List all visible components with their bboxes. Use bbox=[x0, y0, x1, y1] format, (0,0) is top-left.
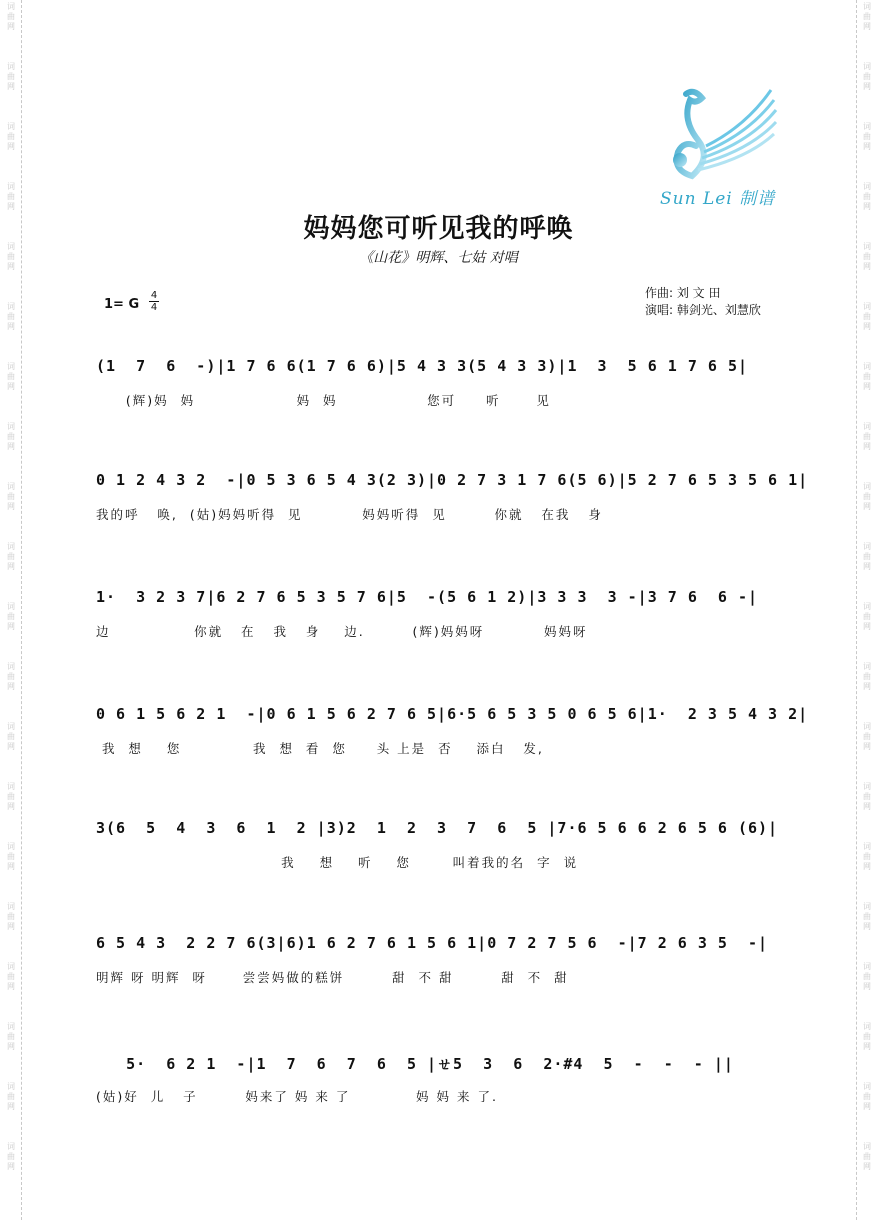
notation-line: 5· 6 2 1 -|1 7 6 7 6 5 |ㄝ5 3 6 2·#4 5 - - - || bbox=[96, 1055, 734, 1073]
lyrics-line: 我 想 您 我 想 看 您 头 上是 否 添白 发, bbox=[96, 741, 544, 756]
key-signature: 1= G bbox=[104, 297, 140, 312]
lyrics-line: 明辉 呀 明辉 呀 尝尝妈做的糕饼 甜 不 甜 甜 不 甜 bbox=[96, 970, 569, 985]
watermark-glyph-group: 词 曲 网 bbox=[863, 1142, 871, 1171]
watermark-glyph-group: 词 曲 网 bbox=[863, 602, 871, 631]
watermark-glyph-group: 词 曲 网 bbox=[7, 602, 15, 631]
watermark-glyph-group: 词 曲 网 bbox=[7, 1142, 15, 1171]
time-signature-top: 4 bbox=[150, 290, 158, 301]
watermark-glyph-group: 词 曲 网 bbox=[7, 2, 15, 31]
time-signature bbox=[149, 290, 159, 313]
lyrics-line: 边 你就 在 我 身 边. (辉)妈妈呀 妈妈呀 bbox=[96, 624, 588, 639]
watermark-glyph-group: 词 曲 网 bbox=[863, 962, 871, 991]
notation-line: 0 1 2 4 3 2 -|0 5 3 6 5 4 3(2 3)|0 2 7 3 1 7 6(5 6)|5 2 7 6 5 3 5 6 1| bbox=[96, 471, 809, 489]
logo-text: Sun Lei 制谱 bbox=[660, 189, 776, 209]
song-title: 妈妈您可听见我的呼唤 bbox=[303, 214, 574, 244]
watermark-glyph-group: 词 曲 网 bbox=[863, 62, 871, 91]
notation-line: 1· 3 2 3 7|6 2 7 6 5 3 5 7 6|5 -(5 6 1 2)|3 3 3 3 -|3 7 6 6 -| bbox=[96, 588, 759, 606]
watermark-glyph-group: 词 曲 网 bbox=[7, 182, 15, 211]
watermark-glyph-group: 词 曲 网 bbox=[863, 1022, 871, 1051]
time-signature-bottom: 4 bbox=[150, 302, 158, 313]
credits bbox=[645, 285, 761, 319]
watermark-glyph-group: 词 曲 网 bbox=[7, 1082, 15, 1111]
treble-clef-wing-icon bbox=[646, 86, 786, 186]
watermark-glyph-group: 词 曲 网 bbox=[863, 422, 871, 451]
watermark-glyph-group: 词 曲 网 bbox=[7, 902, 15, 931]
watermark-glyph-group: 词 曲 网 bbox=[7, 662, 15, 691]
notation-line: (1 7 6 -)|1 7 6 6(1 7 6 6)|5 4 3 3(5 4 3 3)|1 3 5 6 1 7 6 5| bbox=[96, 357, 748, 375]
watermark-glyph-group: 词 曲 网 bbox=[7, 482, 15, 511]
lyrics-line: 我的呼 唤, (姑)妈妈听得 见 妈妈听得 见 你就 在我 身 bbox=[96, 507, 603, 522]
song-subtitle: 《山花》明辉、七姑 对唱 bbox=[359, 250, 518, 266]
watermark-glyph-group: 词 曲 网 bbox=[7, 1022, 15, 1051]
watermark-glyph-group: 词 曲 网 bbox=[7, 422, 15, 451]
watermark-glyph-group: 词 曲 网 bbox=[7, 782, 15, 811]
left-margin-guide bbox=[21, 0, 22, 1220]
watermark-glyph-group: 词 曲 网 bbox=[863, 902, 871, 931]
watermark-glyph-group: 词 曲 网 bbox=[7, 842, 15, 871]
notation-line: 6 5 4 3 2 2 7 6(3|6)1 6 2 7 6 1 5 6 1|0 7 2 7 5 6 -|7 2 6 3 5 -| bbox=[96, 934, 769, 952]
watermark-glyph-group: 词 曲 网 bbox=[7, 722, 15, 751]
watermark-glyph-group: 词 曲 网 bbox=[863, 362, 871, 391]
notation-line: 0 6 1 5 6 2 1 -|0 6 1 5 6 2 7 6 5|6·5 6 5 3 5 0 6 5 6|1· 2 3 5 4 3 2| bbox=[96, 705, 809, 723]
watermark-glyph-group: 词 曲 网 bbox=[7, 362, 15, 391]
lyrics-line: (姑)好 儿 子 妈来了 妈 来 了 妈 妈 来 了. bbox=[96, 1089, 498, 1104]
right-margin-guide bbox=[856, 0, 857, 1220]
watermark-glyph-group: 词 曲 网 bbox=[863, 302, 871, 331]
watermark-glyph-group: 词 曲 网 bbox=[863, 722, 871, 751]
watermark-glyph-group: 词 曲 网 bbox=[863, 482, 871, 511]
watermark-glyph-group: 词 曲 网 bbox=[7, 62, 15, 91]
watermark-glyph-group: 词 曲 网 bbox=[863, 782, 871, 811]
watermark-glyph-group: 词 曲 网 bbox=[863, 842, 871, 871]
singers-line: 演唱: 韩剑光、刘慧欣 bbox=[645, 303, 761, 317]
watermark-glyph-group: 词 曲 网 bbox=[863, 182, 871, 211]
watermark-glyph-group: 词 曲 网 bbox=[863, 1082, 871, 1111]
watermark-glyph-group: 词 曲 网 bbox=[863, 542, 871, 571]
watermark-glyph-group: 词 曲 网 bbox=[863, 2, 871, 31]
watermark-glyph-group: 词 曲 网 bbox=[863, 242, 871, 271]
watermark-glyph-group: 词 曲 网 bbox=[7, 122, 15, 151]
watermark-glyph-group: 词 曲 网 bbox=[7, 962, 15, 991]
lyrics-line: (辉)妈 妈 妈 妈 您可 听 见 bbox=[96, 393, 551, 408]
watermark-glyph-group: 词 曲 网 bbox=[7, 542, 15, 571]
watermark-glyph-group: 词 曲 网 bbox=[863, 662, 871, 691]
watermark-glyph-group: 词 曲 网 bbox=[7, 242, 15, 271]
composer-line: 作曲: 刘 文 田 bbox=[645, 286, 721, 300]
notation-line: 3(6 5 4 3 6 1 2 |3)2 1 2 3 7 6 5 |7·6 5 6 6 2 6 5 6 (6)| bbox=[96, 819, 779, 837]
watermark-glyph-group: 词 曲 网 bbox=[7, 302, 15, 331]
watermark-glyph-group: 词 曲 网 bbox=[863, 122, 871, 151]
lyrics-line: 我 想 听 您 叫着我的名 字 说 bbox=[96, 855, 579, 870]
